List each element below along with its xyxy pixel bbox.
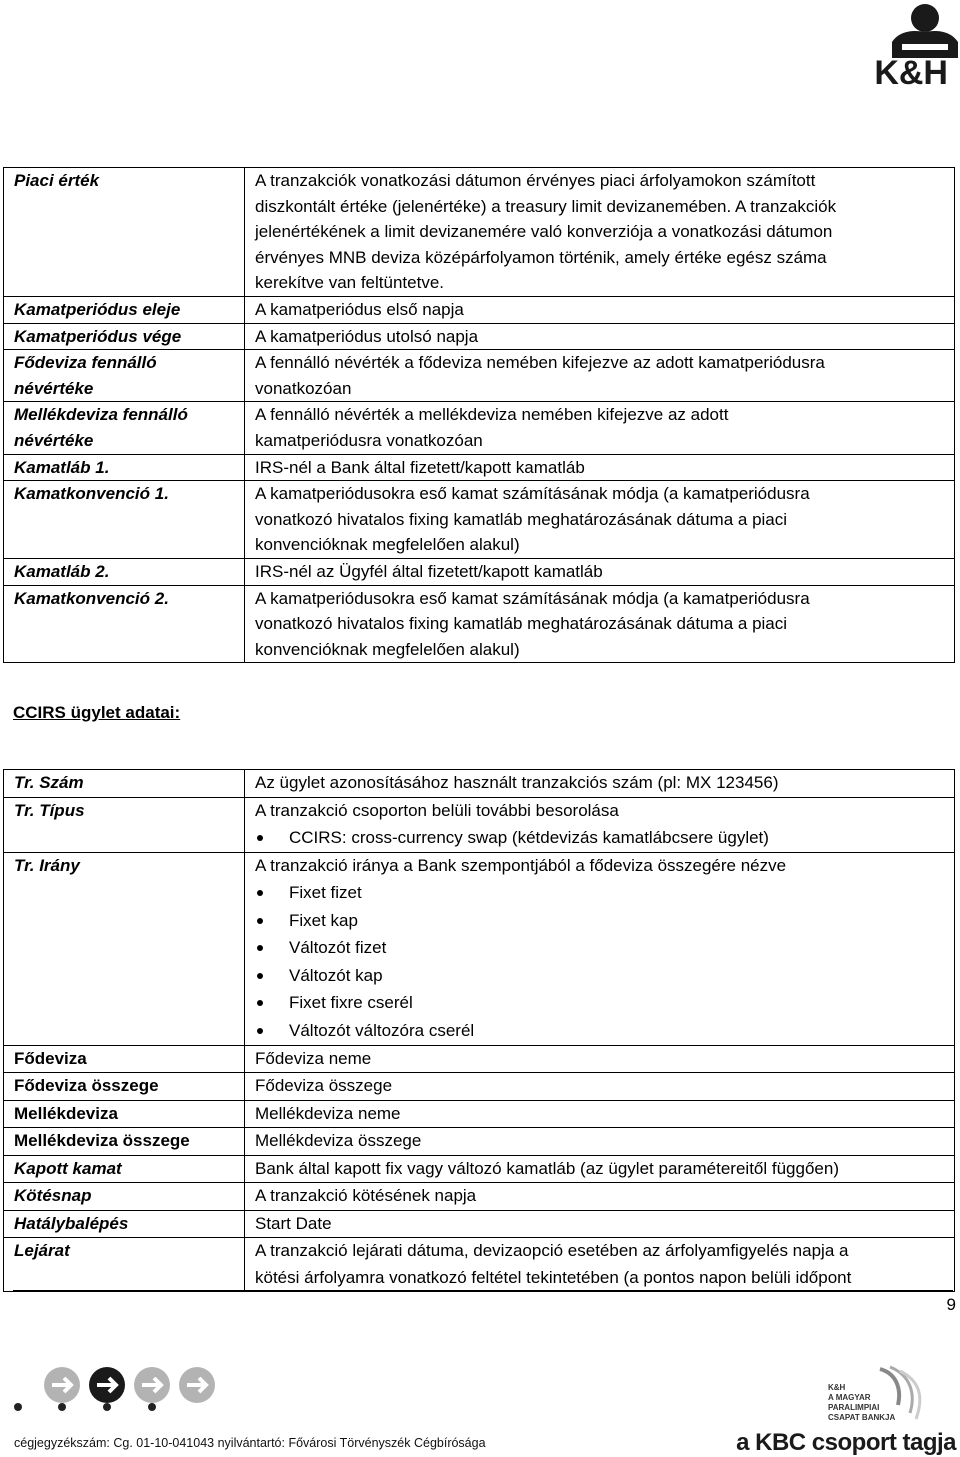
desc-cell <box>245 585 955 663</box>
bullet-list <box>255 879 944 1045</box>
desc-cell <box>245 168 955 297</box>
term-cell: Fődeviza összege <box>4 1073 245 1101</box>
desc-line: vonatkozó hivatalos fixing kamatláb meghatározásának dátuma a piaci <box>255 614 788 634</box>
table-row <box>4 168 955 297</box>
term-cell <box>4 350 245 402</box>
term-cell <box>4 323 245 350</box>
table-row <box>4 350 955 402</box>
desc-cell: Bank által kapott fix vagy változó kamatláb (az ügylet paramétereitől függően) <box>245 1155 955 1183</box>
page-number: 9 <box>946 1295 956 1314</box>
table-row <box>4 402 955 454</box>
table-row <box>4 585 955 663</box>
arrow-gray-icon <box>179 1367 215 1403</box>
desc-cell <box>245 558 955 585</box>
term-line: Fődeviza fennálló <box>14 353 157 373</box>
desc-line: A fennálló névérték a fődeviza nemében kifejezve az adott kamatperiódusra <box>255 353 825 373</box>
term-cell: Tr. Irány <box>4 852 245 1045</box>
bullet-list <box>255 824 944 852</box>
term-cell: Kapott kamat <box>4 1155 245 1183</box>
list-item <box>255 879 944 907</box>
desc-cell <box>245 481 955 559</box>
list-item <box>255 1017 944 1045</box>
desc-cell <box>245 797 955 852</box>
table-row <box>4 1045 955 1073</box>
desc-cell: Fődeviza összege <box>245 1073 955 1101</box>
arrow-icons <box>14 1365 224 1415</box>
desc-text: A tranzakció csoporton belüli további besorolása <box>255 800 619 820</box>
desc-cell <box>245 350 955 402</box>
list-item <box>255 934 944 962</box>
bullet-icon <box>257 973 263 979</box>
bullet-icon <box>257 918 263 924</box>
term-line: névértéke <box>14 430 94 450</box>
desc-line: konvencióknak megfelelően alakul) <box>255 639 520 659</box>
desc-cell <box>245 454 955 481</box>
list-item-text: Változót kap <box>289 965 383 985</box>
table-row <box>4 1238 955 1292</box>
section-title: CCIRS ügylet adatai: <box>13 703 181 722</box>
desc-line: A fennálló névérték a mellékdeviza nemében kifejezve az adott <box>255 405 729 425</box>
table-row <box>4 1183 955 1211</box>
term-cell <box>4 481 245 559</box>
desc-line: A kamatperiódusokra eső kamat számításának módja (a kamatperiódusra <box>255 484 810 504</box>
kh-logo-text: K&H <box>874 54 948 92</box>
table-row <box>4 481 955 559</box>
paralympic-line: PARALIMPIAI <box>828 1403 880 1412</box>
list-item <box>255 989 944 1017</box>
desc-line: érvényes MNB deviza középárfolyamon történik, amely értéke egész száma <box>255 247 827 267</box>
desc-line: A kamatperiódusokra eső kamat számításának módja (a kamatperiódusra <box>255 588 810 608</box>
kbc-group-tagline: a KBC csoport tagja <box>736 1429 956 1456</box>
desc-line: A kamatperiódus utolsó napja <box>255 326 479 346</box>
desc-line: IRS-nél az Ügyfél által fizetett/kapott kamatláb <box>255 561 603 581</box>
term-cell <box>4 296 245 323</box>
desc-cell: Mellékdeviza neme <box>245 1100 955 1128</box>
term-line: névértéke <box>14 378 94 398</box>
term-cell <box>4 168 245 297</box>
list-item-text: Fixet kap <box>289 910 358 930</box>
term-line: Kamatperiódus eleje <box>14 299 181 319</box>
term-cell: Kötésnap <box>4 1183 245 1211</box>
desc-text: A tranzakció iránya a Bank szempontjából a fődeviza összegére nézve <box>255 855 787 875</box>
term-line: Kamatkonvenció 1. <box>14 484 169 504</box>
bullet-icon <box>14 1403 22 1411</box>
registration-text: cégjegyzékszám: Cg. 01-10-041043 nyilvántartó: Fővárosi Törvényszék Cégbírósága <box>14 1436 486 1450</box>
desc-line: vonatkozóan <box>255 378 352 398</box>
paralympic-logo-text <box>828 1383 895 1423</box>
desc-cell: Az ügylet azonosításához használt tranzakciós szám (pl: MX 123456) <box>245 770 955 798</box>
table-row <box>4 323 955 350</box>
table-row <box>4 1073 955 1101</box>
list-item <box>255 962 944 990</box>
term-cell: Tr. Típus <box>4 797 245 852</box>
term-cell: Hatálybalépés <box>4 1210 245 1238</box>
bullet-icon <box>257 890 263 896</box>
paralympic-line: A MAGYAR <box>828 1393 871 1402</box>
list-item-text: Fixet fizet <box>289 883 362 903</box>
ccirs-table <box>3 769 955 1292</box>
list-item-text: Fixet fixre cserél <box>289 993 413 1013</box>
term-line: Kamatperiódus vége <box>14 326 182 346</box>
desc-line: diszkontált értéke (jelenértéke) a treasury limit devizanemében. A tranzakciók <box>255 196 837 216</box>
desc-line: vonatkozó hivatalos fixing kamatláb meghatározásának dátuma a piaci <box>255 509 788 529</box>
desc-cell <box>245 296 955 323</box>
kh-logo <box>840 0 960 96</box>
desc-line: kerekítve van feltüntetve. <box>255 273 444 293</box>
desc-line: konvencióknak megfelelően alakul) <box>255 535 520 555</box>
desc-line: A tranzakció lejárati dátuma, devizaopció esetében az árfolyamfigyelés napja a <box>255 1241 849 1261</box>
term-line: Kamatkonvenció 2. <box>14 588 169 608</box>
term-cell: Mellékdeviza <box>4 1100 245 1128</box>
term-cell: Fődeviza <box>4 1045 245 1073</box>
paralympic-line: K&H <box>828 1383 846 1392</box>
table-row <box>4 1210 955 1238</box>
desc-cell: Start Date <box>245 1210 955 1238</box>
term-line: Kamatláb 1. <box>14 457 110 477</box>
desc-line: A tranzakciók vonatkozási dátumon érvényes piaci árfolyamokon számított <box>255 171 816 190</box>
table-row <box>4 1128 955 1156</box>
list-item-text: Változót változóra cserél <box>289 1021 475 1041</box>
table-row <box>4 296 955 323</box>
term-cell: Mellékdeviza összege <box>4 1128 245 1156</box>
term-cell: Tr. Szám <box>4 770 245 798</box>
desc-cell <box>245 852 955 1045</box>
term-cell <box>4 454 245 481</box>
arrow-gray-icon <box>134 1367 170 1411</box>
arrow-gray-icon <box>44 1367 80 1411</box>
term-cell <box>4 585 245 663</box>
desc-cell <box>245 402 955 454</box>
bullet-icon <box>257 835 263 841</box>
term-line: Kamatláb 2. <box>14 561 110 581</box>
definitions-table <box>3 167 955 663</box>
desc-line: A kamatperiódus első napja <box>255 299 464 319</box>
desc-cell <box>245 1238 955 1292</box>
table-row <box>4 852 955 1045</box>
bullet-icon <box>257 945 263 951</box>
bullet-icon <box>257 1000 263 1006</box>
table-row <box>4 797 955 852</box>
desc-line: IRS-nél a Bank által fizetett/kapott kamatláb <box>255 457 585 477</box>
term-cell <box>4 558 245 585</box>
term-line: Mellékdeviza fennálló <box>14 405 188 425</box>
table-row <box>4 558 955 585</box>
desc-cell: Fődeviza neme <box>245 1045 955 1073</box>
list-item-text: Változót fizet <box>289 938 387 958</box>
list-item <box>255 824 944 852</box>
desc-cell <box>245 323 955 350</box>
list-item-text: CCIRS: cross-currency swap (kétdevizás kamatlábcsere ügylet) <box>289 828 769 847</box>
desc-line: kötési árfolyamra vonatkozó feltétel tekintetében (a pontos napon belüli időpont <box>255 1267 852 1287</box>
term-line: Piaci érték <box>14 171 100 190</box>
kh-logo-symbol-icon <box>840 0 960 58</box>
footer-divider <box>13 1290 953 1291</box>
table-row <box>4 1100 955 1128</box>
desc-cell: A tranzakció kötésének napja <box>245 1183 955 1211</box>
table-row <box>4 454 955 481</box>
desc-line: kamatperiódusra vonatkozóan <box>255 430 483 450</box>
table-row <box>4 1155 955 1183</box>
table-row <box>4 770 955 798</box>
arrow-dark-icon <box>89 1367 125 1411</box>
bullet-icon <box>257 1028 263 1034</box>
desc-line: jelenértékének a limit devizanemére való konverziója a vonatkozási dátumon <box>255 222 833 242</box>
term-cell <box>4 402 245 454</box>
paralympic-line: CSAPAT BANKJA <box>828 1413 896 1422</box>
list-item <box>255 907 944 935</box>
desc-cell: Mellékdeviza összege <box>245 1128 955 1156</box>
term-cell: Lejárat <box>4 1238 245 1292</box>
